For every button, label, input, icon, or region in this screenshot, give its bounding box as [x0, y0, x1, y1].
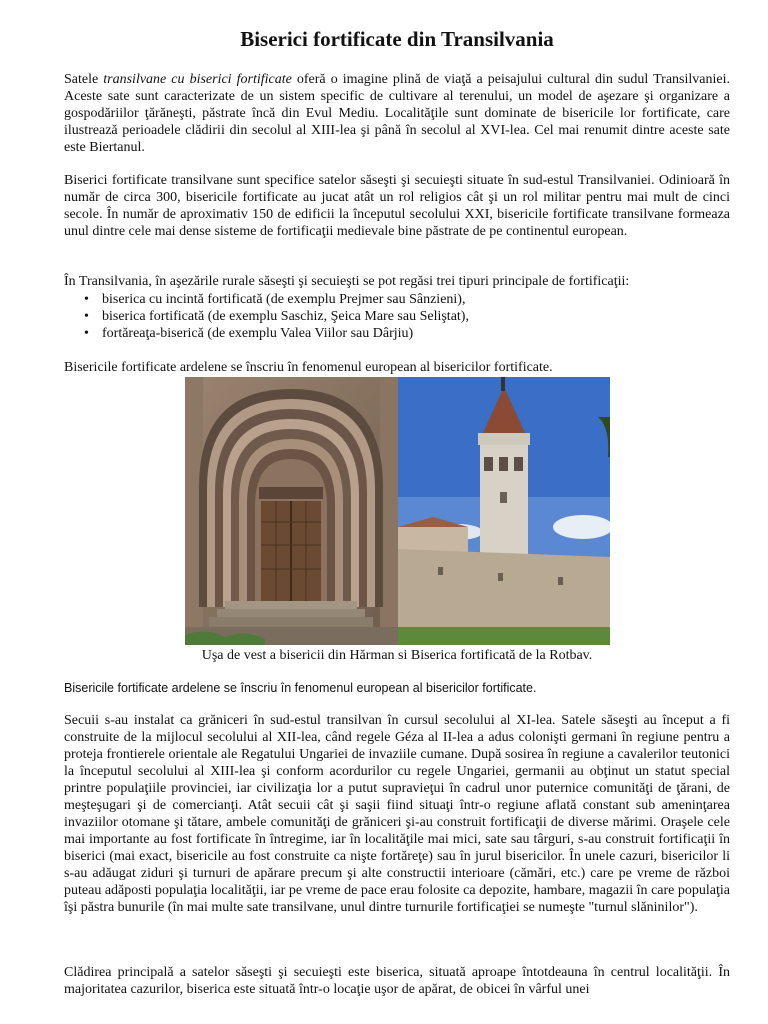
intro-emphasis: transilvane cu biserici fortificate [103, 72, 292, 87]
fortified-church-tower-photo [398, 377, 610, 645]
list-item-text: biserica fortificată (de exemplu Saschiz, Şeica Mare sau Seliştat), [102, 309, 469, 324]
page-title: Biserici fortificate din Transilvania [240, 27, 554, 51]
bullet-icon: • [84, 292, 89, 307]
paragraph-european-phenomenon: Bisericile fortificate ardelene se înscriu în fenomenul european al bisericilor fortificate. [64, 360, 553, 375]
figure-photos [185, 377, 610, 645]
fortification-types-list [64, 291, 730, 342]
list-item-text: biserica cu incintă fortificată (de exemplu Prejmer sau Sânzieni), [102, 292, 466, 307]
list-item-text: fortăreaţa-biserică (de exemplu Valea Viilor sau Dârjiu) [102, 326, 414, 341]
figure-caption: Uşa de vest a bisericii din Hărman si Biserica fortificată de la Rotbav. [201, 648, 593, 663]
paragraph-overview: Biserici fortificate transilvane sunt specifice satelor săseşti şi secuieşti situate în sud-estul Transilvaniei. Odinioară în număr de circa 300, bisericile fortificate au jucat atât un rol religios cât şi un rol militar pentru mai mult de cinci secole. În număr de aproximativ 150 de edificii la începutul secolului XXI, bisericile fortificate transilvane formeaza unul dintre cele mai dense sisteme de fortificaţii medievale bine păstrate de pe continentul european. [64, 173, 730, 239]
bullet-icon: • [84, 326, 89, 341]
paragraph-history: Secuii s-au instalat ca grăniceri în sud-estul transilvan în cursul secolului al XI-lea. Satele săseşti au început a fi construite de la mijlocul secolului al XII-lea, când regele Géza al II-lea a adus colonişti germani în regiune pentru a proteja frontierele orientale ale Regatului Ungariei de invaziile cumane. După sosirea în regiune a cavalerilor teutonici la începutul secolului al XIII-lea şi conform acordurilor cu regele Ungariei, germanii au obţinut un statut special printre populaţiile provinciei, iar civilizaţia lor a putut supravieţui în cadrul unor puternice comunităţi de ţărani, de meşteşugari şi de comercianţi. Atât secuii cât şi saşii fiind situaţi într-o regiune aflată constant sub ameninţarea invaziilor otomane şi tătare, ambele comunităţi de grăniceri şi-au construit fortificaţii de diverse mărimi. Oraşele cele mai importante au fost fortificate în întregime, iar în localităţile mai mici, sate sau târguri, s-au construit fortificaţii în biserici (mai exact, bisericile au fost construite ca nişte fortăreţe) sau în jurul bisericilor. În unele cazuri, bisericilor li s-au adăugat ziduri şi turnuri de apărare precum şi alte constructii interioare (cămări, etc.) care pe vreme de război puteau adăposti populaţia localităţii, iar pe vreme de pace erau folosite ca depozite, hambare, magazii în care populaţia îşi păstra bunurile (în mai multe sate transilvane, unul dintre turnurile fortificaţiei se numeşte "turnul slăninilor"). [64, 713, 730, 915]
paragraph-types-intro: În Transilvania, în aşezările rurale săseşti şi secuieşti se pot regăsi trei tipuri principale de fortificaţii: [64, 274, 630, 289]
church-portal-photo [185, 377, 398, 645]
list-item [84, 291, 730, 308]
paragraph-repeat: Bisericile fortificate ardelene se înscriu în fenomenul european al bisericilor fortificate. [64, 681, 537, 695]
list-item [84, 308, 730, 325]
paragraph-main-building: Clădirea principală a satelor săseşti şi secuieşti este biserica, situată aproape întotdeauna în centrul localităţii. În majoritatea cazurilor, biserica este situată într-o locaţie uşor de apărat, de obicei în vârful unei [64, 965, 730, 997]
intro-text-rest: oferă o imagine plină de viaţă a peisajului cultural din sudul Transilvaniei. Aceste sate sunt caracterizate de un sistem specific de cultivare al terenului, un model de aşezare şi organizare a gospodăriilor ţărăneşti, păstrate încă din Evul Mediu. Localităţile sunt dominate de bisericile lor fortificate, care ilustrează perioadele clădirii din secolul al XIII-lea şi până în secolul al XVI-lea. Cel mai renumit dintre aceste sate este Biertanul. [64, 72, 730, 155]
bullet-icon: • [84, 309, 89, 324]
list-item [84, 325, 730, 342]
intro-text-start: Satele [64, 72, 104, 87]
paragraph-intro [64, 71, 730, 156]
